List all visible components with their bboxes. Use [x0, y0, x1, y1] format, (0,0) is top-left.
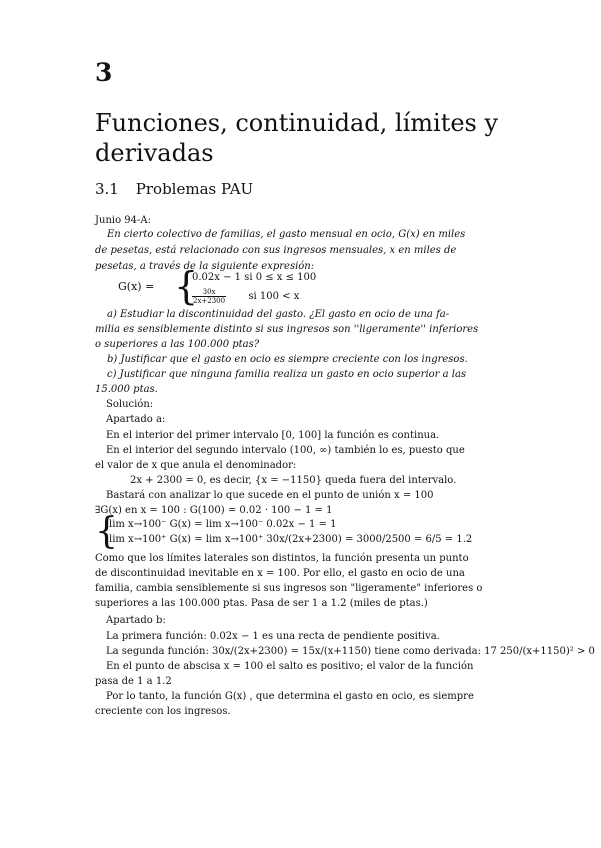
conclusion-line: de discontinuidad inevitable en x = 100. Por ello, el gasto en ocio de una	[95, 568, 465, 579]
section-number: 3.1	[95, 180, 119, 198]
solution-b-line: En el punto de abscisa x = 100 el salto es positivo; el valor de la función	[106, 661, 474, 672]
solution-a-line: Bastará con analizar lo que sucede en el punto de unión x = 100	[106, 490, 434, 501]
solution-a-line: el valor de x que anula el denominador:	[95, 460, 297, 471]
solution-b-line: La primera función: 0.02x − 1 es una recta de pendiente positiva.	[106, 631, 440, 642]
solution-b-line: pasa de 1 a 1.2	[95, 676, 172, 687]
section-title: Problemas PAU	[135, 180, 254, 198]
function-row-2	[192, 288, 299, 305]
solution-b-line: Por lo tanto, la función G(x) , que determina el gasto en ocio, es siempre	[106, 691, 474, 702]
solution-a-line: ∃G(x) en x = 100 : G(100) = 0.02 · 100 − 1 = 1	[95, 505, 333, 516]
part-line: milia es sensiblemente distinto si sus ingresos son ''ligeramente'' inferiores	[95, 324, 479, 335]
function-lhs: G(x) =	[118, 280, 155, 293]
part-line: o superiores a las 100.000 ptas?	[95, 339, 260, 350]
problem-heading: Junio 94-A:	[95, 215, 151, 226]
section-heading	[95, 180, 253, 198]
solution-b-line: creciente con los ingresos.	[95, 706, 231, 717]
left-brace: {	[174, 264, 199, 308]
conclusion-line: Como que los límites laterales son distintos, la función presenta un punto	[95, 553, 469, 564]
part-line: 15.000 ptas.	[95, 384, 158, 395]
chapter-title: Funciones, continuidad, límites y derivadas	[95, 109, 499, 167]
part-line: c) Justificar que ninguna familia realiza un gasto en ocio superior a las	[107, 369, 467, 380]
solution-b-line: La segunda función: 30x/(2x+2300) = 15x/(x+1150) tiene como derivada: 17 250/(x+1150)² > 0	[106, 646, 595, 657]
fraction-numerator: 30x	[192, 288, 226, 297]
part-line: b) Justificar que el gasto en ocio es siempre creciente con los ingresos.	[107, 354, 468, 365]
statement-line: En cierto colectivo de familias, el gasto mensual en ocio, G(x) en miles	[107, 229, 466, 240]
left-brace: {	[95, 511, 118, 552]
part-line: a) Estudiar la discontinuidad del gasto. ¿El gasto en ocio de una fa-	[107, 309, 450, 320]
limit-row: lim x→100⁺ G(x) = lim x→100⁺ 30x/(2x+2300) = 3000/2500 = 6/5 = 1.2	[109, 534, 473, 545]
limit-row: lim x→100⁻ G(x) = lim x→100⁻ 0.02x − 1 = 1	[109, 519, 337, 530]
solution-a-line: 2x + 2300 = 0, es decir, {x = −1150} queda fuera del intervalo.	[130, 475, 457, 486]
fraction-denominator: 2x+2300	[193, 297, 226, 305]
statement-line: pesetas, a través de la siguiente expresión:	[95, 261, 315, 272]
conclusion-line: superiores a las 100.000 ptas. Pasa de ser 1 a 1.2 (miles de ptas.)	[95, 598, 428, 609]
part-a-label: Apartado a:	[106, 414, 166, 425]
conclusion-line: familia, cambia sensiblemente si sus ingresos son "ligeramente" inferiores o	[95, 583, 483, 594]
fraction	[192, 288, 226, 305]
solution-a-line: En el interior del primer intervalo [0, 100] la función es continua.	[106, 430, 440, 441]
solution-a-line: En el interior del segundo intervalo (100, ∞) también lo es, puesto que	[106, 445, 465, 456]
solution-label: Solución:	[106, 399, 154, 410]
chapter-number: 3	[95, 58, 113, 87]
part-b-label: Apartado b:	[106, 615, 166, 626]
statement-line: de pesetas, está relacionado con sus ingresos mensuales, x en miles de	[95, 245, 457, 256]
function-row-1: 0.02x − 1 si 0 ≤ x ≤ 100	[192, 272, 317, 283]
function-row-2-condition: si 100 < x	[248, 291, 300, 302]
